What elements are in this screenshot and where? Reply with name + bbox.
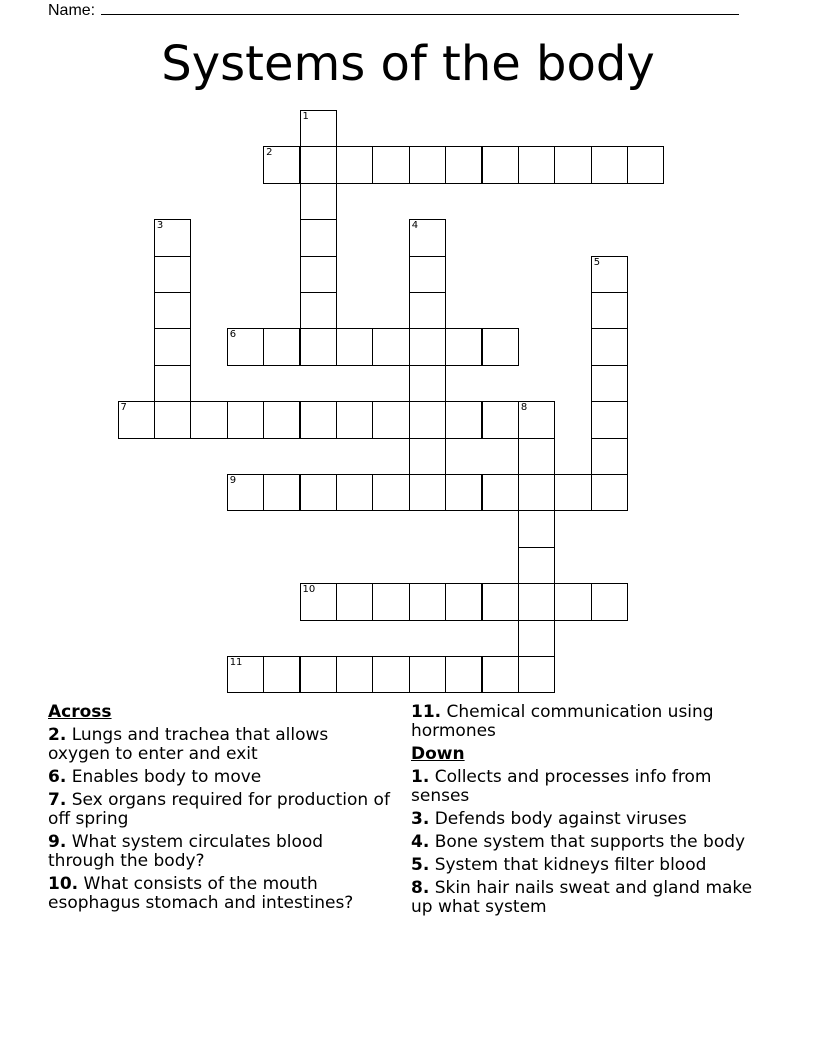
grid-cell[interactable]	[591, 328, 628, 365]
grid-cell[interactable]	[154, 401, 191, 438]
grid-cell[interactable]	[154, 328, 191, 365]
grid-cell[interactable]	[591, 438, 628, 475]
grid-cell[interactable]	[445, 474, 482, 511]
grid-cell[interactable]	[372, 146, 409, 183]
grid-cell[interactable]	[409, 219, 446, 256]
grid-cell[interactable]	[627, 146, 664, 183]
grid-cell[interactable]	[154, 219, 191, 256]
grid-cell[interactable]	[336, 656, 373, 693]
grid-cell[interactable]	[554, 583, 591, 620]
grid-cell[interactable]	[591, 365, 628, 402]
grid-cell[interactable]	[591, 292, 628, 329]
grid-cell[interactable]	[518, 583, 555, 620]
clue-across-2: 2. Lungs and trachea that allows oxygen to enter and exit	[48, 725, 329, 764]
name-label: Name:	[48, 2, 96, 19]
grid-cell[interactable]	[372, 328, 409, 365]
grid-cell[interactable]	[154, 292, 191, 329]
clue-number: 11	[229, 657, 243, 668]
clue-number: 9	[229, 475, 237, 486]
grid-cell[interactable]	[336, 583, 373, 620]
grid-cell[interactable]	[118, 401, 155, 438]
grid-cell[interactable]	[263, 328, 300, 365]
grid-cell[interactable]	[300, 656, 337, 693]
grid-cell[interactable]	[300, 146, 337, 183]
grid-cell[interactable]	[409, 328, 446, 365]
clue-across-10: 10. What consists of the mouth esophagus stomach and intestines?	[48, 874, 354, 913]
grid-cell[interactable]	[591, 256, 628, 293]
grid-cell[interactable]	[300, 292, 337, 329]
grid-cell[interactable]	[300, 219, 337, 256]
down-heading: Down	[411, 744, 465, 764]
grid-cell[interactable]	[190, 401, 227, 438]
clue-number: 7	[120, 402, 127, 414]
clue-down-8: 8. Skin hair nails sweat and gland make up what system	[411, 878, 753, 917]
clue-down-4: 4. Bone system that supports the body	[411, 832, 746, 852]
grid-cell[interactable]	[409, 438, 446, 475]
grid-cell[interactable]	[372, 401, 409, 438]
clues-right-column	[411, 703, 756, 921]
grid-cell[interactable]	[300, 183, 337, 220]
clue-number: 6	[229, 329, 237, 341]
grid-cell[interactable]	[445, 401, 482, 438]
grid-cell[interactable]	[263, 474, 300, 511]
grid-cell[interactable]	[518, 438, 555, 475]
grid-cell[interactable]	[300, 110, 337, 147]
grid-cell[interactable]	[227, 474, 264, 511]
grid-cell[interactable]	[409, 365, 446, 402]
grid-cell[interactable]	[554, 146, 591, 183]
grid-cell[interactable]	[445, 656, 482, 693]
clue-number: 8	[520, 402, 528, 414]
grid-cell[interactable]	[336, 146, 373, 183]
grid-cell[interactable]	[409, 256, 446, 293]
grid-cell[interactable]	[300, 583, 337, 620]
clue-across-6: 6. Enables body to move	[48, 767, 262, 787]
grid-cell[interactable]	[482, 401, 519, 438]
clue-number: 3	[156, 220, 164, 232]
page-title: Systems of the body	[161, 36, 655, 92]
clue-number: 4	[411, 220, 419, 232]
grid-cell[interactable]	[300, 328, 337, 365]
grid-cell[interactable]	[372, 583, 409, 620]
grid-cell[interactable]	[518, 474, 555, 511]
clue-across-9: 9. What system circulates blood through the body?	[48, 832, 324, 871]
grid-cell[interactable]	[372, 474, 409, 511]
grid-cell[interactable]	[227, 328, 264, 365]
grid-cell[interactable]	[336, 474, 373, 511]
grid-cell[interactable]	[482, 474, 519, 511]
grid-cell[interactable]	[300, 401, 337, 438]
grid-cell[interactable]	[445, 146, 482, 183]
grid-cell[interactable]	[482, 328, 519, 365]
grid-cell[interactable]	[372, 656, 409, 693]
grid-cell[interactable]	[227, 401, 264, 438]
grid-cell[interactable]	[263, 401, 300, 438]
grid-cell[interactable]	[445, 328, 482, 365]
clue-down-3: 3. Defends body against viruses	[411, 809, 687, 829]
clues-left-column	[48, 703, 393, 917]
grid-cell[interactable]	[409, 146, 446, 183]
grid-cell[interactable]	[300, 474, 337, 511]
clue-across-11: 11. Chemical communication using hormones	[411, 702, 714, 741]
grid-cell[interactable]	[263, 656, 300, 693]
grid-cell[interactable]	[518, 401, 555, 438]
grid-cell[interactable]	[445, 583, 482, 620]
grid-cell[interactable]	[409, 656, 446, 693]
grid-cell[interactable]	[300, 256, 337, 293]
clue-across-7: 7. Sex organs required for production of off spring	[48, 790, 390, 829]
grid-cell[interactable]	[518, 146, 555, 183]
clue-number: 2	[266, 147, 273, 159]
clue-down-1: 1. Collects and processes info from senses	[411, 767, 712, 806]
clue-number: 1	[302, 111, 309, 122]
grid-cell[interactable]	[409, 292, 446, 329]
grid-cell[interactable]	[518, 547, 555, 584]
across-heading: Across	[48, 702, 112, 722]
grid-cell[interactable]	[591, 401, 628, 438]
clue-number: 10	[302, 584, 316, 596]
clue-number: 5	[593, 256, 601, 268]
clue-down-5: 5. System that kidneys filter blood	[411, 855, 707, 875]
grid-cell[interactable]	[336, 401, 373, 438]
grid-cell[interactable]	[482, 146, 519, 183]
grid-cell[interactable]	[409, 474, 446, 511]
grid-cell[interactable]	[227, 656, 264, 693]
grid-cell[interactable]	[554, 474, 591, 511]
grid-cell[interactable]	[336, 328, 373, 365]
grid-cell[interactable]	[263, 146, 300, 183]
grid-cell[interactable]	[591, 146, 628, 183]
grid-cell[interactable]	[591, 474, 628, 511]
grid-cell[interactable]	[518, 510, 555, 547]
grid-cell[interactable]	[518, 620, 555, 657]
grid-cell[interactable]	[409, 401, 446, 438]
grid-cell[interactable]	[154, 256, 191, 293]
grid-cell[interactable]	[154, 365, 191, 402]
grid-cell[interactable]	[482, 656, 519, 693]
grid-cell[interactable]	[482, 583, 519, 620]
grid-cell[interactable]	[409, 583, 446, 620]
grid-cell[interactable]	[518, 656, 555, 693]
grid-cell[interactable]	[591, 583, 628, 620]
